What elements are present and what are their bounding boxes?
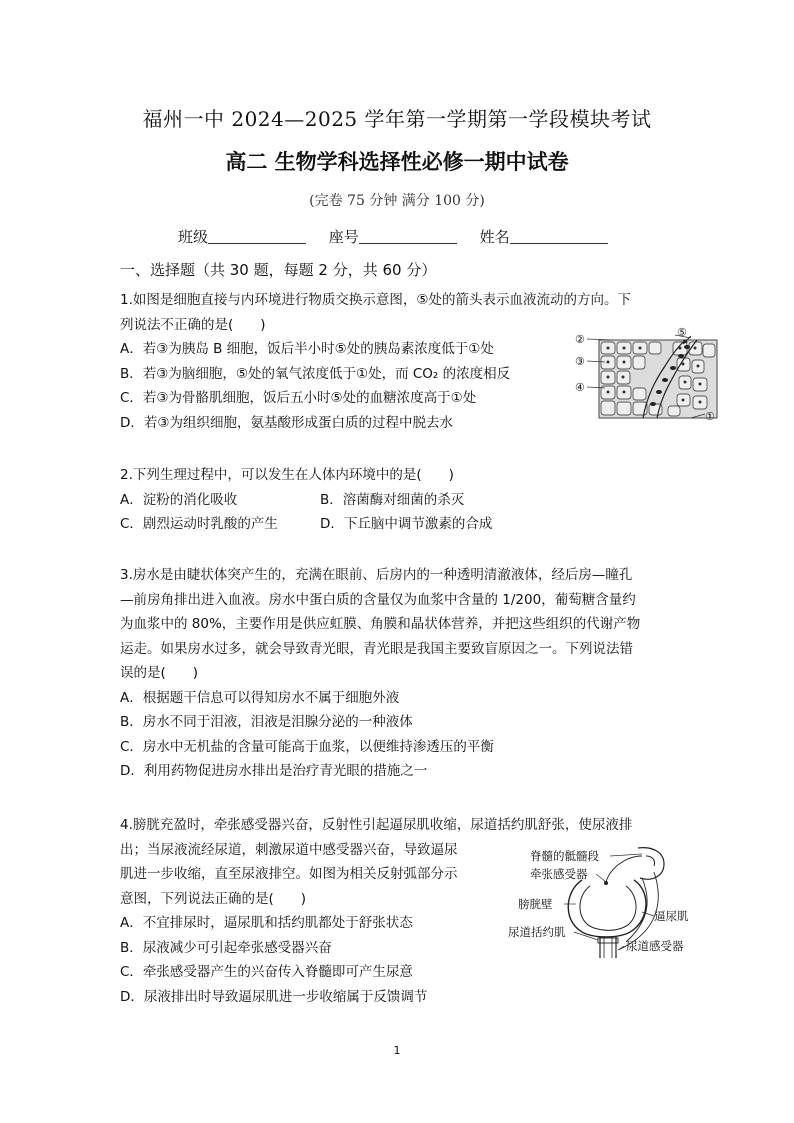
name-blank[interactable]: [510, 229, 608, 244]
figure1-label-1: ①: [705, 410, 715, 423]
question-3-option-b: B．房水不同于泪液，泪液是泪腺分泌的一种液体: [120, 714, 413, 730]
question-1-stem-line: 1.如图是细胞直接与内环境进行物质交换示意图，⑤处的箭头表示血液流动的方向。下: [120, 292, 631, 308]
figure1-label-4: ④: [575, 381, 585, 394]
figure4-label-stretch-receptor: 牵张感受器: [530, 867, 588, 881]
question-4-option-d: D．尿液排出时导致逼尿肌进一步收缩属于反馈调节: [120, 988, 428, 1005]
figure1-label-2: ②: [575, 333, 585, 346]
seat-label: 座号: [328, 228, 359, 246]
student-info-fields: [178, 226, 626, 247]
question-1-option-c: C．若③为骨骼肌细胞，饭后五小时⑤处的血糖浓度高于①处: [120, 390, 477, 406]
question-4-stem-line: 4.膀胱充盈时，牵张感受器兴奋，反射性引起逼尿肌收缩，尿道括约肌舒张，使尿液排: [120, 817, 633, 833]
question-3-option-d: D．利用药物促进房水排出是治疗青光眼的措施之一: [120, 763, 428, 779]
question-2-stem-line: 2.下列生理过程中，可以发生在人体内环境中的是( ): [120, 467, 454, 483]
school-exam-line: 福州一中 2024—2025 学年第一学期第一学段模块考试: [142, 107, 652, 131]
question-4-option-c: C．牵张感受器产生的兴奋传入脊髓即可产生尿意: [120, 964, 413, 980]
question-4-option-a: A．不宜排尿时，逼尿肌和括约肌都处于舒张状态: [120, 915, 413, 931]
figure4-label-detrusor: 逼尿肌: [654, 909, 689, 923]
question-2-option-b: B．溶菌酶对细菌的杀灭: [320, 491, 465, 508]
question-2-option-c: C．剧烈运动时乳酸的产生: [120, 516, 278, 532]
question-3-stem-line: 误的是( ): [120, 665, 199, 681]
seat-blank[interactable]: [359, 229, 457, 244]
question-3-option-a: A．根据题干信息可以得知房水不属于细胞外液: [120, 689, 400, 706]
question-4-stem-line: 意图，下列说法正确的是( ): [120, 890, 307, 907]
figure4-label-sphincter: 尿道括约肌: [508, 925, 566, 939]
question-4-stem-line: 肌进一步收缩，直至尿液排空。如图为相关反射弧部分示: [120, 866, 458, 882]
section-heading: 一、选择题（共 30 题，每题 2 分，共 60 分）: [120, 261, 437, 279]
figure1-label-5: ⑤: [677, 326, 687, 339]
question-3-stem-line: —前房角排出进入血液。房水中蛋白质的含量仅为血浆中含量的 1/200，葡萄糖含量约: [120, 591, 636, 608]
question-1-option-b: B．若③为脑细胞，⑤处的氧气浓度低于①处，而 CO₂ 的浓度相反: [120, 365, 511, 382]
question-4-option-b: B．尿液减少可引起牵张感受器兴奋: [120, 939, 332, 956]
question-3-stem-line: 3.房水是由睫状体突产生的，充满在眼前、后房内的一种透明清澈液体，经后房—瞳孔: [120, 567, 633, 583]
class-blank[interactable]: [208, 229, 306, 244]
question-2-option-d: D．下丘脑中调节激素的合成: [320, 516, 493, 532]
figure4-label-sacral-cord: 脊髓的骶髓段: [530, 849, 599, 863]
exam-title: 高二 生物学科选择性必修一期中试卷: [225, 150, 569, 174]
page-number: 1: [393, 1044, 401, 1057]
exam-subtitle: (完卷 75 分钟 满分 100 分): [309, 193, 485, 209]
tissue-exchange-figure: [573, 326, 725, 428]
question-1-stem-line: 列说法不正确的是( ): [120, 316, 266, 333]
question-1-option-d: D．若③为组织细胞，氨基酸形成蛋白质的过程中脱去水: [120, 414, 453, 431]
question-2: [120, 463, 580, 537]
question-2-option-a: A．淀粉的消化吸收: [120, 491, 238, 508]
question-3-option-c: C．房水中无机盐的含量可能高于血浆，以便维持渗透压的平衡: [120, 738, 494, 755]
figure4-label-bladder-wall: 膀胱壁: [518, 897, 553, 911]
figure1-label-3: ③: [575, 355, 585, 368]
bladder-reflex-arc-figure: [502, 842, 722, 960]
figure4-label-urethral-receptor: 尿道感受器: [626, 939, 684, 953]
class-label: 班级: [178, 228, 209, 246]
question-3-stem-line: 为血浆中的 80%，主要作用是供应虹膜、角膜和晶状体营养，并把这些组织的代谢产物: [120, 616, 641, 632]
question-3: [120, 563, 640, 784]
question-3-stem-line: 运走。如果房水过多，就会导致青光眼，青光眼是我国主要致盲原因之一。下列说法错: [120, 640, 633, 657]
question-1: [120, 288, 631, 435]
question-4-stem-line: 出；当尿液流经尿道，刺激尿道中感受器兴奋，导致逼尿: [120, 841, 458, 858]
name-label: 姓名: [479, 228, 510, 246]
question-1-option-a: A．若③为胰岛 B 细胞，饭后半小时⑤处的胰岛素浓度低于①处: [120, 341, 494, 357]
question-2-options: [120, 488, 580, 537]
